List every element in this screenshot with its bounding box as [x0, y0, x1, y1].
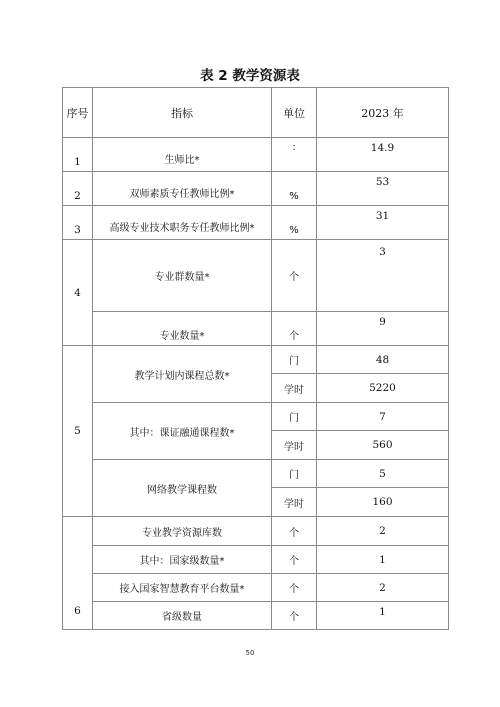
row-indicator: 双师素质专任教师比例*: [93, 172, 272, 206]
row-value: 7: [317, 403, 449, 431]
row-indicator: 省级数量: [93, 602, 272, 630]
row-index: 4: [63, 240, 93, 346]
header-unit: 单位: [272, 88, 317, 138]
table-row: [63, 206, 449, 240]
table-row: [63, 517, 449, 546]
row-unit: 个: [272, 574, 317, 602]
row-indicator: 专业群数量*: [93, 240, 272, 312]
row-value: 3: [317, 240, 449, 312]
header-row: [63, 88, 449, 138]
row-indicator: 其中：课证融通课程数*: [93, 403, 272, 460]
row-unit: 个: [272, 602, 317, 630]
row-unit: 学时: [272, 431, 317, 460]
table-row: [63, 546, 449, 574]
row-unit: 学时: [272, 488, 317, 517]
row-unit: :: [272, 138, 317, 172]
row-indicator: 其中：国家级数量*: [93, 546, 272, 574]
row-value: 48: [317, 346, 449, 374]
row-value: 160: [317, 488, 449, 517]
row-value: 2: [317, 574, 449, 602]
row-value: 5220: [317, 374, 449, 403]
row-unit: 学时: [272, 374, 317, 403]
row-value: 1: [317, 602, 449, 630]
row-index: 5: [63, 346, 93, 517]
table-row: [63, 602, 449, 630]
table-row: [63, 460, 449, 488]
row-index: 6: [63, 517, 93, 630]
page-number: 50: [245, 649, 255, 657]
row-indicator: 专业教学资源库数: [93, 517, 272, 546]
row-index: 3: [63, 206, 93, 240]
row-indicator: 专业数量*: [93, 312, 272, 346]
row-indicator: 接入国家智慧教育平台数量*: [93, 574, 272, 602]
header-value: 2023 年: [317, 88, 449, 138]
row-indicator: 网络教学课程数: [93, 460, 272, 517]
row-index: 1: [63, 138, 93, 172]
table-row: [63, 240, 449, 312]
table-row: [63, 346, 449, 374]
table-row: [63, 172, 449, 206]
row-indicator: 生师比*: [93, 138, 272, 172]
header-index: 序号: [63, 88, 93, 138]
table-row: [63, 312, 449, 346]
header-indicator: 指标: [93, 88, 272, 138]
row-unit: 门: [272, 346, 317, 374]
row-unit: 个: [272, 546, 317, 574]
table-row: [63, 138, 449, 172]
table-row: [63, 574, 449, 602]
row-value: 2: [317, 517, 449, 546]
row-value: 560: [317, 431, 449, 460]
table-row: [63, 403, 449, 431]
row-indicator: 高级专业技术职务专任教师比例*: [93, 206, 272, 240]
row-unit: 个: [272, 312, 317, 346]
row-unit: 个: [272, 240, 317, 312]
row-unit: 门: [272, 460, 317, 488]
row-unit: 个: [272, 517, 317, 546]
row-unit: %: [272, 172, 317, 206]
teaching-resources-table: [62, 87, 449, 630]
table-title: 表 2 教学资源表: [200, 68, 300, 84]
row-indicator: 教学计划内课程总数*: [93, 346, 272, 403]
row-value: 1: [317, 546, 449, 574]
row-value: 53: [317, 172, 449, 206]
row-unit: %: [272, 206, 317, 240]
row-unit: 门: [272, 403, 317, 431]
row-value: 5: [317, 460, 449, 488]
row-value: 9: [317, 312, 449, 346]
row-value: 14.9: [317, 138, 449, 172]
row-index: 2: [63, 172, 93, 206]
row-value: 31: [317, 206, 449, 240]
